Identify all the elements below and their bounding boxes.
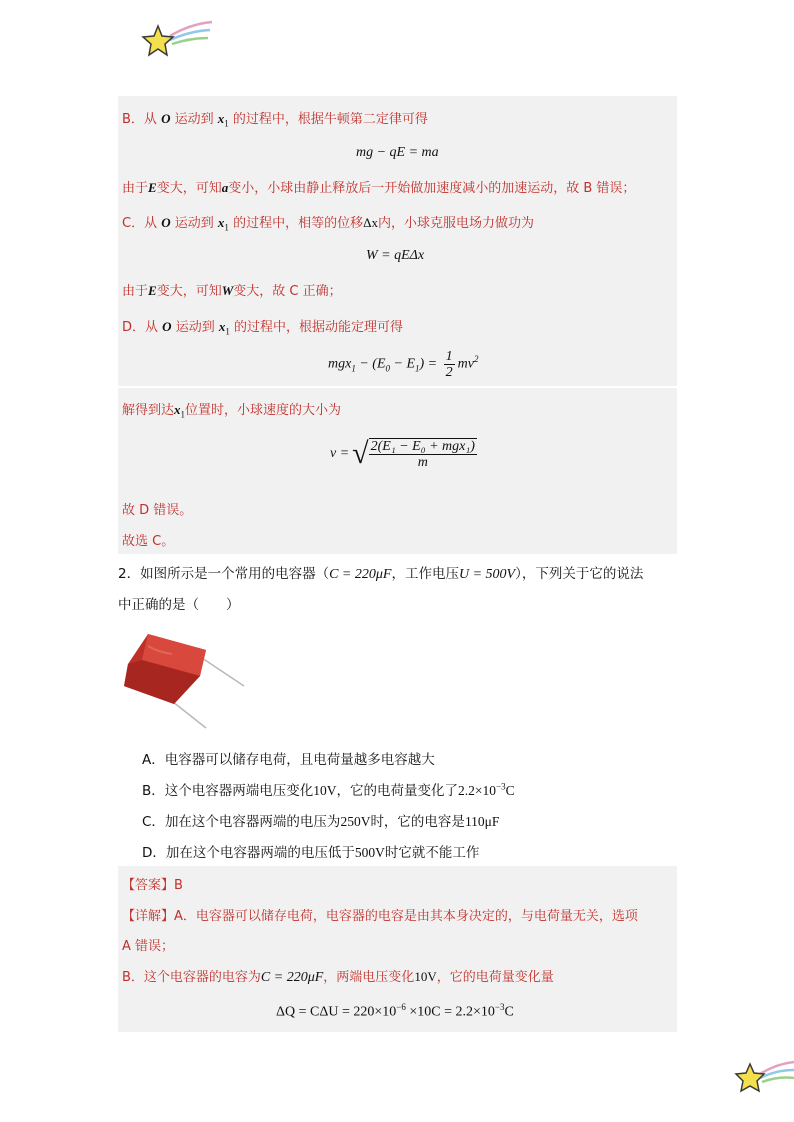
detail-a-line1: 【详解】A．电容器可以储存电荷，电容器的电容是由其本身决定的，与电荷量无关，选项 [122,909,638,924]
capacitor-image [118,626,248,731]
final-choice: 故选 C。 [122,534,175,549]
newton-equation: mg − qE = ma [356,145,439,160]
detail-a-line2: A 错误； [122,939,175,954]
option-c-conclusion: 由于E变大，可知W变大，故 C 正确； [122,283,342,299]
option-a[interactable]: A．电容器可以储存电荷，且电荷量越多电容越大 [142,752,435,768]
energy-equation: $mgx_1 - (E_0 - E_1)$ = $\frac{1}{2}$ $mv^2$ [328,349,479,380]
work-equation: W = qEΔx [366,248,425,263]
charge-equation: $\Delta Q = C\Delta U = 220\times 10^{-6} \times 10C = 2.2\times 10^{-3}C$ [276,1002,514,1020]
question-stem-line1: 2．如图所示是一个常用的电容器（C = 220μF，工作电压U = 500V），下列关于它的说法 [118,566,644,582]
velocity-equation: v = √ $\frac{\text{2(E₁ − E₀ + mgx₁)}}{m}$ [330,437,475,470]
star-decoration-top [140,14,215,62]
question-stem-line2: 中正确的是（ ） [118,597,240,613]
option-b-conclusion: 由于E变大，可知a变小，小球由静止释放后一开始做加速度减小的加速运动，故 B 错误； [122,180,636,196]
answer-line: 【答案】B [122,878,183,893]
option-c[interactable]: C．加在这个电容器两端的电压为250V时，它的电容是110μF [142,814,500,830]
solution-block-1 [118,96,677,386]
option-d-analysis: D．从 O 运动到 $x_1$ 的过程中，根据动能定理可得 [122,319,404,337]
option-d[interactable]: D．加在这个电容器两端的电压低于500V时它就不能工作 [142,845,480,861]
option-c-analysis: C．从 O 运动到 $x_1$ 的过程中，相等的位移Δx内，小球克服电场力做功为 [122,215,534,233]
detail-b-line: B．这个电容器的电容为C = 220μF，两端电压变化10V，它的电荷量变化量 [122,969,554,985]
solve-speed-text: 解得到达$x_1$位置时，小球速度的大小为 [122,402,342,420]
option-b[interactable]: B．这个电容器两端电压变化10V，它的电荷量变化了$2.2\times 10^{-3}C$ [142,781,515,799]
option-d-conclusion: 故 D 错误。 [122,503,193,518]
option-b-analysis: B．从 O 运动到 $x_1$ 的过程中，根据牛顿第二定律可得 [122,111,428,129]
star-decoration-bottom [734,1056,794,1096]
